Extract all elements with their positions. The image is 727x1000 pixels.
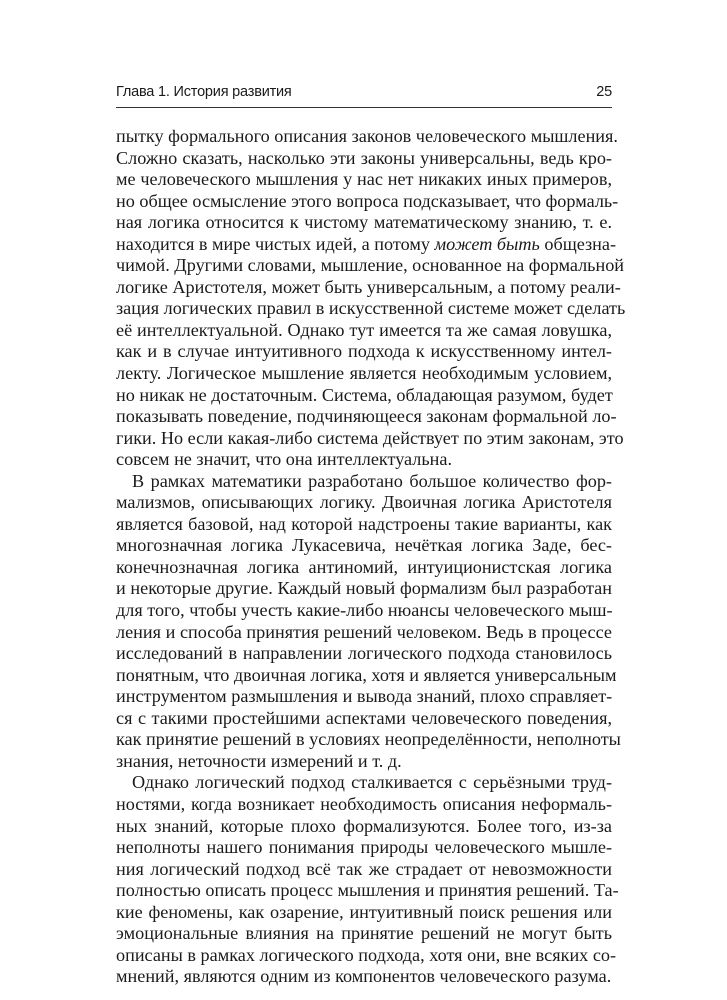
- text-line: лекту. Логическое мышление является необходимым условием,: [116, 363, 612, 384]
- text-line: Однако логический подход сталкивается с серьёзными труд-: [132, 772, 612, 793]
- text-line: многозначная логика Лукасевича, нечёткая логика Заде, бес-: [116, 535, 612, 556]
- text-segment: общезна-: [539, 233, 617, 254]
- header-divider: [116, 107, 612, 108]
- text-line: ния логический подход всё так же страдает от невозможности: [116, 858, 612, 879]
- text-line: как принятие решений в условиях неопределённости, неполноты: [116, 729, 621, 750]
- text-line: неполноты нашего понимания природы человеческого мышле-: [116, 837, 612, 858]
- text-line: зация логических правил в искусственной системе может сделать: [116, 298, 626, 319]
- text-line: кие феномены, как озарение, интуитивный поиск решения или: [116, 901, 612, 922]
- text-line: является базовой, над которой надстроены такие варианты, как: [116, 513, 612, 534]
- text-segment: находится в мире чистых идей, а потому: [116, 233, 435, 254]
- paragraph: [116, 126, 626, 471]
- text-line: ная логика относится к чистому математическому знанию, т. е.: [116, 212, 612, 233]
- text-line: пытку формального описания законов человеческого мышления.: [116, 126, 618, 146]
- page-number: 25: [596, 84, 612, 100]
- text-line: но общее осмысление этого вопроса подсказывает, что формаль-: [116, 190, 619, 211]
- text-line: показывать поведение, подчиняющееся законам формальной ло-: [116, 406, 617, 427]
- text-line: описаны в рамках логического подхода, хотя они, вне всяких со-: [116, 944, 617, 965]
- text-line: для того, чтобы учесть какие-либо нюансы человеческого мыш-: [116, 600, 613, 621]
- chapter-title: Глава 1. История развития: [116, 84, 292, 100]
- text-line: знания, неточности измерений и т. д.: [116, 750, 402, 771]
- text-line: чимой. Другими словами, мышление, основанное на формальной: [116, 255, 625, 276]
- text-line: конечнозначная логика антиномий, интуиционистская логика: [116, 556, 612, 577]
- text-line: мнений, являются одним из компонентов человеческого разума.: [116, 966, 612, 987]
- text-line: эмоциональные влияния на принятие решений не могут быть: [116, 923, 612, 944]
- text-line: ных знаний, которые плохо формализуются. Более того, из-за: [116, 815, 612, 836]
- text-line: ся с такими простейшими аспектами человеческого поведения,: [116, 707, 612, 728]
- text-line: исследований в направлении логического подхода становилось: [116, 643, 612, 664]
- text-line: как и в случае интуитивного подхода к искусственному интел-: [116, 341, 612, 362]
- paragraph: [116, 470, 621, 773]
- emphasis-text: может быть: [434, 233, 540, 254]
- text-line: инструментом размышления и вывода знаний, плохо справляет-: [116, 686, 613, 707]
- text-line: гики. Но если какая-либо система действует по этим законам, это: [116, 427, 624, 448]
- text-line: В рамках математики разработано большое количество фор-: [132, 470, 612, 491]
- body-text: [116, 126, 626, 988]
- text-line: ме человеческого мышления у нас нет никаких иных примеров,: [116, 169, 612, 190]
- text-line: и некоторые другие. Каждый новый формализм был разработан: [116, 578, 612, 599]
- text-line: её интеллектуальной. Однако тут имеется та же самая ловушка,: [116, 319, 612, 340]
- text-line: понятным, что двоичная логика, хотя и является универсальным: [116, 664, 617, 685]
- text-line: полностью описать процесс мышления и принятия решений. Та-: [116, 880, 619, 901]
- text-line: мализмов, описывающих логику. Двоичная логика Аристотеля: [116, 492, 612, 513]
- text-line: но никак не достаточным. Система, обладающая разумом, будет: [116, 384, 613, 405]
- text-line: совсем не значит, что она интеллектуальна.: [116, 449, 453, 470]
- paragraph: [116, 772, 619, 987]
- running-header: [116, 84, 612, 106]
- text-line: ностями, когда возникает необходимость описания неформаль-: [116, 793, 612, 814]
- text-line: [116, 233, 617, 256]
- text-line: Сложно сказать, насколько эти законы универсальны, ведь кро-: [116, 147, 612, 168]
- text-line: ления и способа принятия решений человеком. Ведь в процессе: [116, 621, 612, 642]
- text-line: логике Аристотеля, может быть универсальным, а потому реали-: [116, 276, 621, 297]
